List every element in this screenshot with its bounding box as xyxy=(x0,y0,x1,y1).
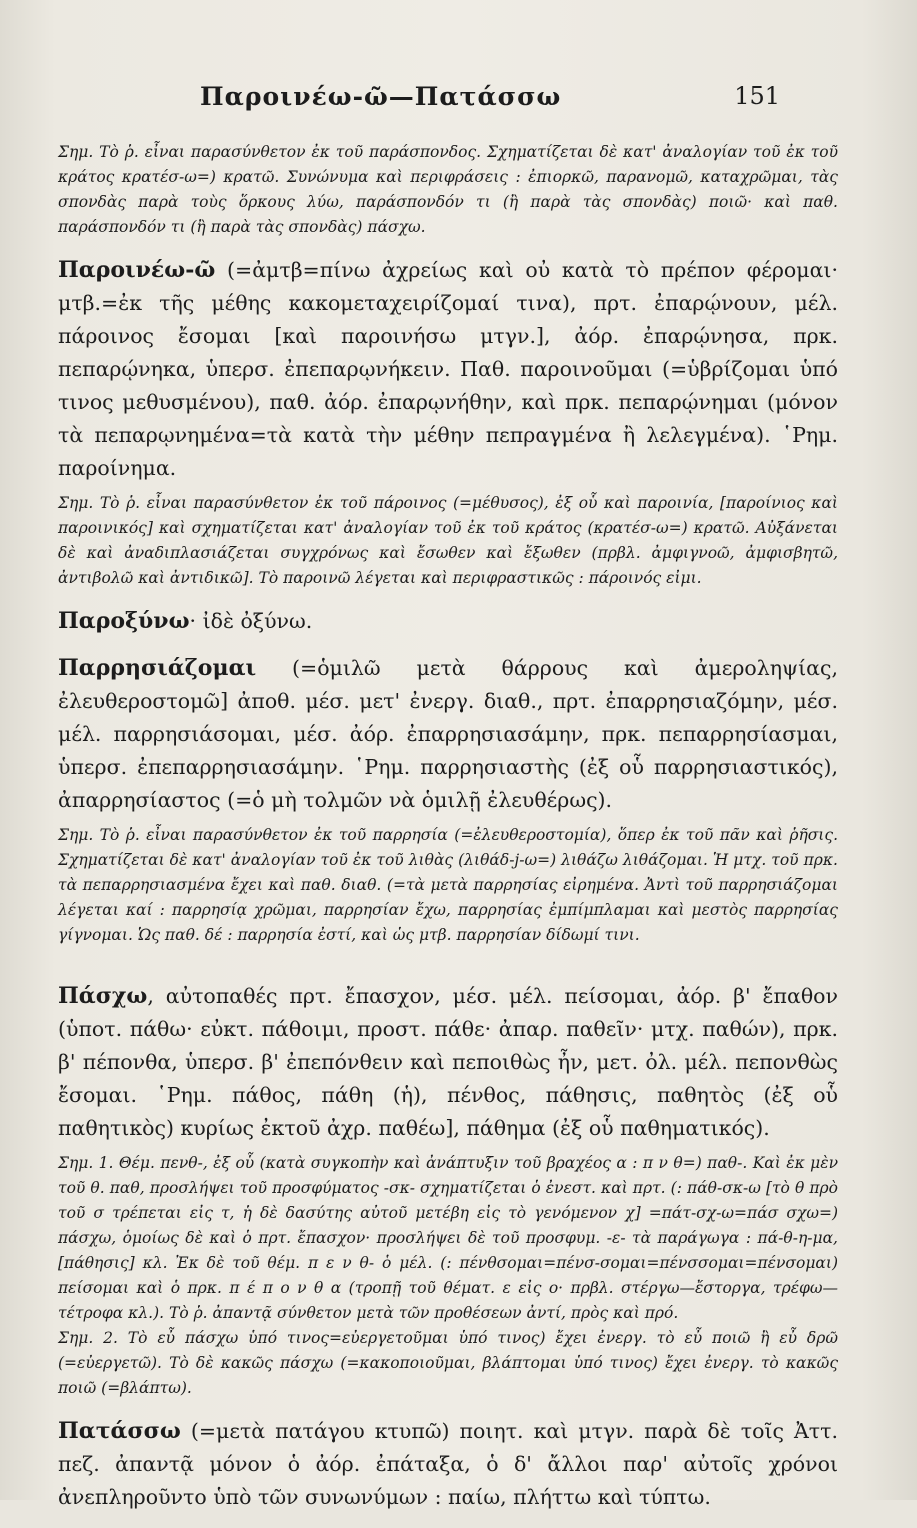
entry-body: · ἰδὲ ὀξύνω. xyxy=(189,609,313,633)
entry-text xyxy=(58,980,838,1145)
entry-text xyxy=(58,652,838,817)
headword: Πάσχω xyxy=(58,983,148,1009)
page-content xyxy=(58,140,838,1528)
entry-body: , αὐτοπαθές πρτ. ἔπασχον, μέσ. μέλ. πείσομαι, ἀόρ. β' ἔπαθον (ὑποτ. πάθω· εὐκτ. πάθοιμι, προστ. πάθε· ἀπαρ. παθεῖν· μτχ. παθών), πρκ. β' πέπονθα, ὑπερσ. β' ἐπεπόνθειν καὶ πεποιθὼς ἦν, μετ. ὀλ. μέλ. πεπονθὼς ἔσομαι. ῾Ρημ. πάθος, πάθη (ἡ), πένθος, πάθησις, παθητὸς (ἐξ οὗ παθητικὸς) κυρίως ἐκτοῦ ἀχρ. παθέω], πάθημα (ἐξ οὗ παθηματικός). xyxy=(58,984,838,1140)
headword: Πατάσσω xyxy=(58,1418,181,1444)
note-paragraph-2: Σημ. 2. Τὸ εὖ πάσχω ὑπό τινος=εὐεργετοῦμαι ὑπό τινος) ἔχει ἐνεργ. τὸ εὖ ποιῶ ἢ εὖ δρῶ (=εὐεργετῶ). Τὸ δὲ κακῶς πάσχω (=κακοποιοῦμαι, βλάπτομαι ὑπό τινος) ἔχει ἐνεργ. τὸ κακῶς ποιῶ (=βλάπτω). xyxy=(58,1329,838,1397)
entry-patasso xyxy=(58,1415,838,1514)
headword: Παρρησιάζομαι xyxy=(58,655,257,681)
entry-body: (=ἀμτβ=πίνω ἀχρείως καὶ οὐ κατὰ τὸ πρέπον φέρομαι· μτβ.=ἐκ τῆς μέθης κακομεταχειρίζομαί τινα), πρτ. ἐπαρῴνουν, μέλ. πάροινος ἔσομαι [καὶ παροινήσω μτγν.], ἀόρ. ἐπαρῴνησα, πρκ. πεπαρῴνηκα, ὑπερσ. ἐπεπαρῳνήκειν. Παθ. παροινοῦμαι (=ὑβρίζομαι ὑπό τινος μεθυσμένου), παθ. ἀόρ. ἐπαρῳνήθην, καὶ πρκ. πεπαρῴνημαι (μόνον τὰ πεπαρῳνημένα=τὰ κατὰ τὴν μέθην πεπραγμένα ἢ λελεγμένα). ῾Ρημ. παροίνημα. xyxy=(58,258,838,480)
note-paragraph: Σημ. Τὸ ῥ. εἶναι παρασύνθετον ἐκ τοῦ πάροινος (=μέθυσος), ἐξ οὗ καὶ παροινία, [παροίνιος καὶ παροινικός] καὶ σχηματίζεται κατ' ἀναλογίαν τοῦ ἐκ τοῦ κράτος (κρατέσ-ω=) κρατῶ. Αὐξάνεται δὲ καὶ ἀναδιπλασιάζεται συγχρόνως καὶ ἔσωθεν καὶ ἔξωθεν (πρβλ. ἀμφιγνοῶ, ἀμφισβητῶ, ἀντιβολῶ καὶ ἀντιδικῶ]. Τὸ παροινῶ λέγεται καὶ περιφραστικῶς : πάροινός εἰμι. xyxy=(58,494,838,587)
entry-paroineo xyxy=(58,254,838,591)
headword: Παροξύνω xyxy=(58,608,190,634)
note-paragraph: Σημ. 1. Θέμ. πενθ-, ἐξ οὗ (κατὰ συγκοπὴν καὶ ἀνάπτυξιν τοῦ βραχέος α : π ν θ=) παθ-. Καὶ ἐκ μὲν τοῦ θ. παθ, προσλήψει τοῦ προσφύματος -σκ- σχηματίζεται ὁ ἐνεστ. καὶ πρτ. (: πάθ-σκ-ω [τὸ θ πρὸ τοῦ σ τρέπεται εἰς τ, ἡ δὲ δασύτης αὐτοῦ μετέβη εἰς τὸ γενόμενον χ] =πάτ-σχ-ω=πάσ σχω=) πάσχω, ὁμοίως δὲ καὶ ὁ πρτ. ἔπασχον· προσλήψει δὲ τοῦ προσφυμ. -ε- τὰ παράγωγα : πά-θ-η-μα, [πάθησις] κλ. Ἐκ δὲ τοῦ θέμ. π ε ν θ- ὁ μέλ. (: πένθσομαι=πένσ-σομαι=πένσσομαι=πένσομαι) πείσομαι καὶ ὁ πρκ. π έ π ο ν θ α (τροπῇ τοῦ θέματ. ε εἰς ο· πρβλ. στέργω—ἔστοργα, τρέφω—τέτροφα κλ.). Τὸ ῥ. ἀπαντᾷ σύνθετον μετὰ τῶν προθέσεων ἀντί, πρὸς καὶ πρό. xyxy=(58,1154,838,1322)
spacer xyxy=(58,962,838,980)
entry-parasponded-note xyxy=(58,140,838,240)
entry-text xyxy=(58,1415,838,1514)
entry-parrhesiazomai xyxy=(58,652,838,948)
running-head: Παροινέω-ῶ—Πατάσσω xyxy=(200,82,562,111)
entry-pascho xyxy=(58,980,838,1401)
entry-body: (=μετὰ πατάγου κτυπῶ) ποιητ. καὶ μτγν. παρὰ δὲ τοῖς Ἀττ. πεζ. ἀπαντᾷ μόνον ὁ ἀόρ. ἐπάταξα, ὁ δ' ἄλλοι παρ' αὐτοῖς χρόνοι ἀνεπληροῦντο ὑπὸ τῶν συνωνύμων : παίω, πλήττω καὶ τύπτω. xyxy=(58,1419,838,1509)
note-paragraph: Σημ. Τὸ ῥ. εἶναι παρασύνθετον ἐκ τοῦ παράσπονδος. Σχηματίζεται δὲ κατ' ἀναλογίαν τοῦ ἐκ τοῦ κράτος κρατέσ-ω=) κρατῶ. Συνώνυμα καὶ περιφράσεις : ἐπιορκῶ, παρανομῶ, καταχρῶμαι, τὰς σπονδὰς παρὰ τοὺς ὅρκους λύω, παράσπονδόν τι (ἢ παρὰ τὰς σπονδὰς) ποιῶ· καὶ παθ. παράσπονδόν τι (ἢ παρὰ τὰς σπονδὰς) πάσχω. xyxy=(58,143,838,236)
entry-body: (=ὁμιλῶ μετὰ θάρρους καὶ ἀμεροληψίας, ἐλευθεροστομῶ] ἀποθ. μέσ. μετ' ἐνεργ. διαθ., πρτ. ἐπαρρησιαζόμην, μέσ. μέλ. παρρησιάσομαι, μέσ. ἀόρ. ἐπαρρησιασάμην, πρκ. πεπαρρησίασμαι, ὑπερσ. ἐπεπαρρησιασάμην. ῾Ρημ. παρρησιαστὴς (ἐξ οὗ παρρησιαστικός), ἀπαρρησίαστος (=ὁ μὴ τολμῶν νὰ ὁμιλῇ ἐλευθέρως). xyxy=(58,656,838,812)
headword: Παροινέω-ῶ xyxy=(58,257,216,283)
page-header xyxy=(200,82,780,122)
entry-text xyxy=(58,605,838,638)
entry-text xyxy=(58,254,838,485)
page-number: 151 xyxy=(734,82,780,110)
entry-paroxyno xyxy=(58,605,838,638)
note-paragraph: Σημ. Τὸ ῥ. εἶναι παρασύνθετον ἐκ τοῦ παρρησία (=ἐλευθεροστομία), ὅπερ ἐκ τοῦ πᾶν καὶ ῥῆσις. Σχηματίζεται δὲ κατ' ἀναλογίαν τοῦ ἐκ τοῦ λιθὰς (λιθάδ-j-ω=) λιθάζω λιθάζομαι. Ἡ μτχ. τοῦ πρκ. τὰ πεπαρρησιασμένα ἔχει καὶ παθ. διαθ. (=τὰ μετὰ παρρησίας εἰρημένα. Ἀντὶ τοῦ παρρησιάζομαι λέγεται καί : παρρησίᾳ χρῶμαι, παρρησίαν ἔχω, παρρησίας ἐμπίμπλαμαι καὶ μεστὸς παρρησίας γίγνομαι. Ὡς παθ. δέ : παρρησία ἐστί, καὶ ὡς μτβ. παρρησίαν δίδωμί τινι. xyxy=(58,826,838,944)
